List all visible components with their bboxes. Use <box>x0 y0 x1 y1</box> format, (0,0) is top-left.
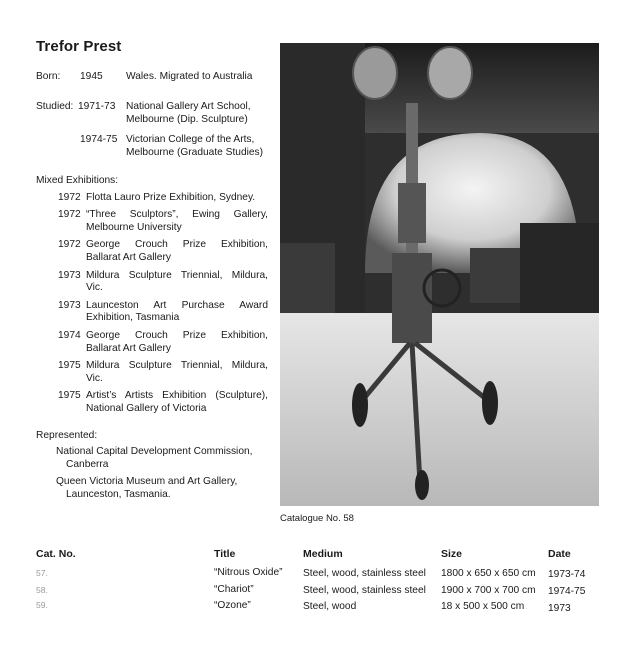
exhibition-item <box>36 330 268 355</box>
artist-name: Trefor Prest <box>36 38 122 55</box>
artwork-title: “Chariot” <box>214 584 254 595</box>
represented-item <box>56 476 268 501</box>
born-row <box>36 71 268 85</box>
exhibition-year: 1972 <box>58 191 81 203</box>
exhibition-item <box>36 390 268 415</box>
exhibition-year: 1972 <box>58 209 81 221</box>
exhibition-item <box>36 360 268 385</box>
artwork-title: “Nitrous Oxide” <box>214 567 283 578</box>
exhibition-item <box>36 239 268 264</box>
exhibition-year: 1973 <box>58 269 81 281</box>
sculpture-photo-graphic <box>280 43 599 506</box>
column-header-cat-no: Cat. No. <box>36 548 76 560</box>
artwork-title: “Ozone” <box>214 600 251 611</box>
column-header-date: Date <box>548 548 571 560</box>
artwork-date: 1973 <box>548 603 571 614</box>
studied-line: Victorian College of the Arts, <box>126 134 255 145</box>
born-year: 1945 <box>80 71 103 82</box>
exhibition-text: Artist’s Artists Exhibition (Sculpture), National Gallery of Victoria <box>86 390 268 414</box>
exhibitions-label: Mixed Exhibitions: <box>36 175 119 186</box>
exhibition-item <box>36 209 268 234</box>
exhibition-text: “Three Sculptors”, Ewing Gallery, Melbourne University <box>86 209 268 233</box>
exhibition-item <box>36 192 268 205</box>
studied-line: National Gallery Art School, <box>126 101 251 112</box>
artwork-medium: Steel, wood <box>303 601 357 612</box>
represented-item <box>56 446 268 471</box>
represented-label: Represented: <box>36 429 98 441</box>
studied-years: 1971-73 <box>78 101 116 112</box>
catalogue-number: 58. <box>36 585 48 595</box>
studied-row-2 <box>36 134 268 161</box>
artwork-size: 1900 x 700 x 700 cm <box>441 585 536 596</box>
column-header-medium: Medium <box>303 548 343 560</box>
photo-caption: Catalogue No. 58 <box>280 513 354 524</box>
exhibition-item <box>36 300 268 325</box>
exhibition-text: Mildura Sculpture Triennial, Mildura, Vic. <box>86 360 268 384</box>
exhibition-text: Mildura Sculpture Triennial, Mildura, Vic. <box>86 269 268 294</box>
born-label: Born: <box>36 71 61 82</box>
represented-line: Launceston, Tasmania. <box>66 488 171 500</box>
studied-label: Studied: <box>36 101 74 112</box>
studied-line: Melbourne (Graduate Studies) <box>126 146 264 158</box>
represented-line: Canberra <box>66 458 109 470</box>
column-header-size: Size <box>441 548 463 560</box>
exhibition-text: George Crouch Prize Exhibition, Ballarat Art Gallery <box>86 239 268 263</box>
exhibition-year: 1973 <box>58 299 81 311</box>
catalogue-number: 57. <box>36 568 48 578</box>
exhibition-year: 1975 <box>58 360 81 372</box>
represented-line: National Capital Development Commission, <box>56 446 253 458</box>
represented-list <box>36 446 268 501</box>
exhibition-year: 1975 <box>58 390 81 402</box>
artwork-size: 1800 x 650 x 650 cm <box>441 568 536 579</box>
artwork-date: 1973-74 <box>548 569 586 580</box>
exhibition-item <box>36 270 268 295</box>
studied-years: 1974-75 <box>80 134 118 145</box>
studied-line: Melbourne (Dip. Sculpture) <box>126 113 248 125</box>
exhibition-text: Flotta Lauro Prize Exhibition, Sydney. <box>86 191 256 203</box>
catalogue-number: 59. <box>36 600 48 610</box>
represented-line: Queen Victoria Museum and Art Gallery, <box>56 476 238 488</box>
exhibition-text: Launceston Art Purchase Award Exhibition, Tasmania <box>86 299 268 324</box>
exhibitions-list <box>36 192 268 416</box>
studied-row-1 <box>36 101 268 128</box>
artist-bio <box>36 71 268 506</box>
sculpture-photo <box>280 43 599 506</box>
artwork-medium: Steel, wood, stainless steel <box>303 585 426 596</box>
exhibition-year: 1974 <box>58 329 81 341</box>
artwork-date: 1974-75 <box>548 586 586 597</box>
exhibition-year: 1972 <box>58 239 81 251</box>
born-text: Wales. Migrated to Australia <box>126 71 253 82</box>
artwork-size: 18 x 500 x 500 cm <box>441 601 525 612</box>
artwork-medium: Steel, wood, stainless steel <box>303 568 426 579</box>
exhibition-text: George Crouch Prize Exhibition, Ballarat Art Gallery <box>86 329 268 354</box>
column-header-title: Title <box>214 548 236 560</box>
